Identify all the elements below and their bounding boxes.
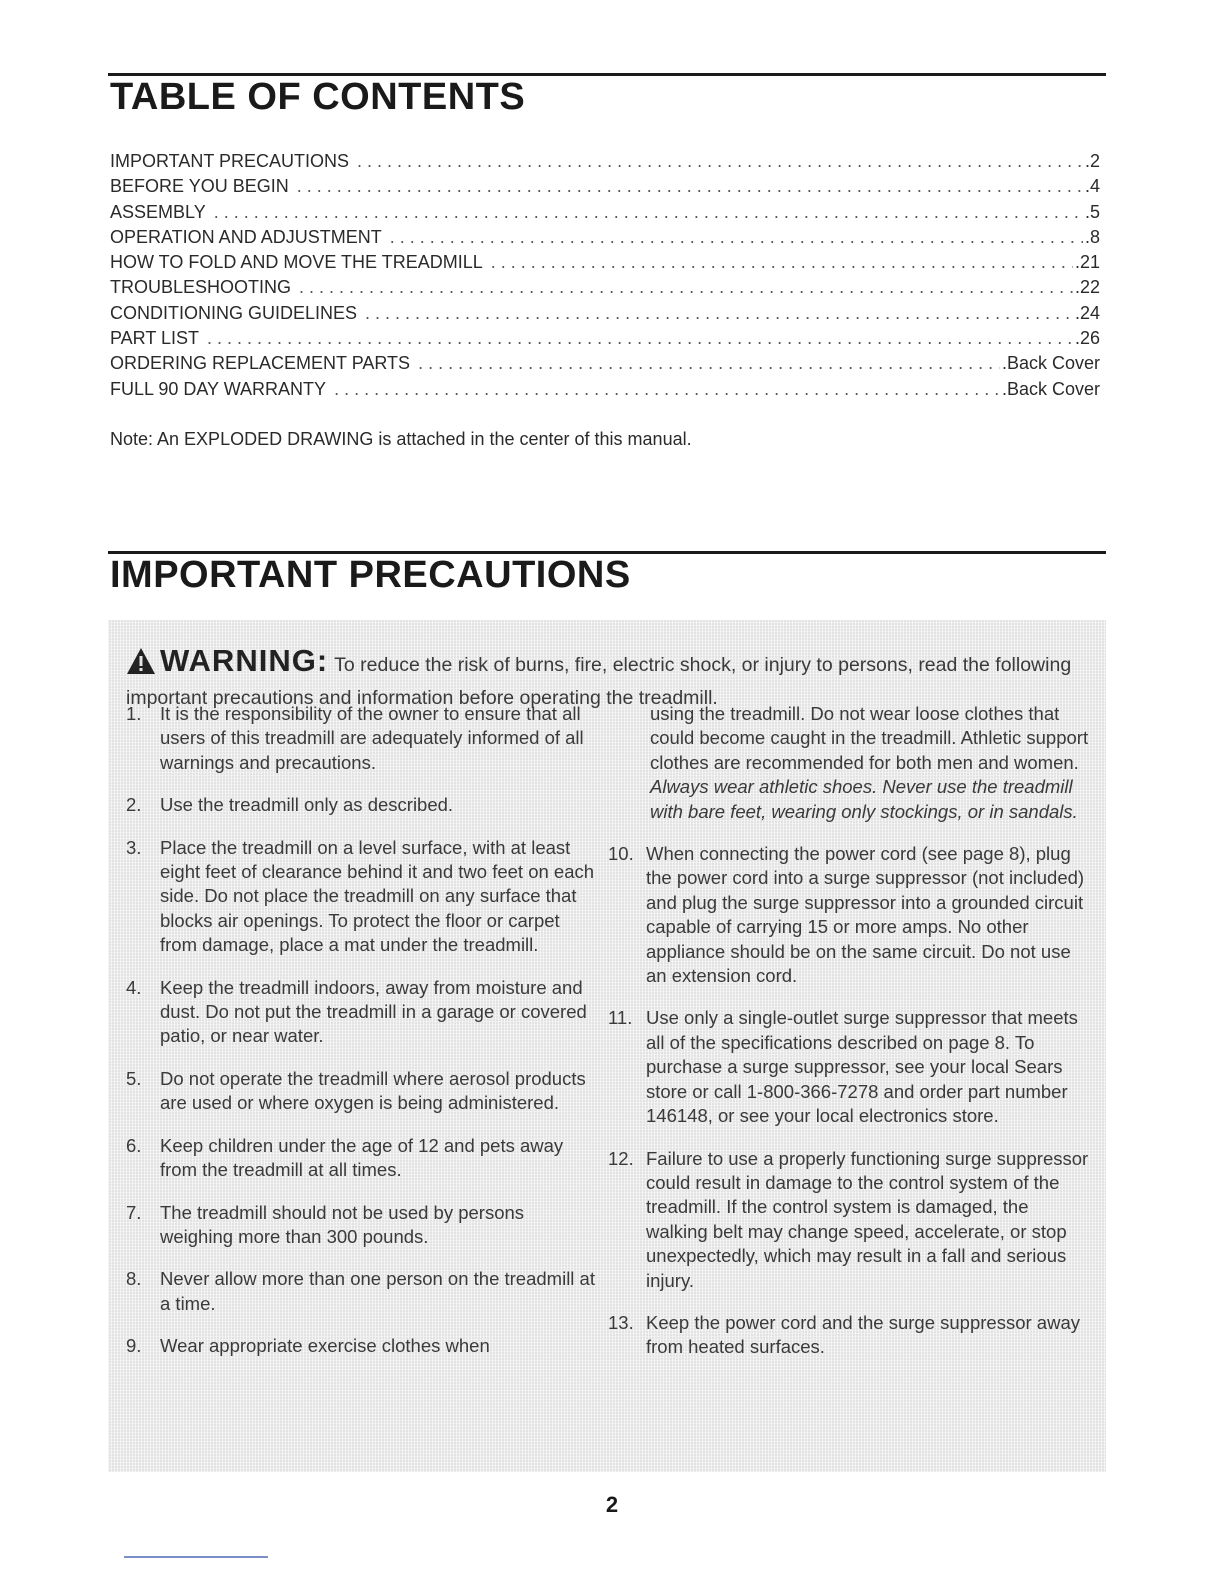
precaution-number: 12. [608,1147,634,1169]
toc-entry[interactable] [110,301,1100,326]
precautions-heading: IMPORTANT PRECAUTIONS [110,554,631,596]
precaution-number: 7. [126,1201,142,1223]
footer-rule [124,1556,268,1558]
precaution-item [608,1147,1090,1293]
toc-entry-page: .Back Cover [1001,378,1100,399]
toc-entry[interactable] [110,200,1100,225]
toc-entry-label: ASSEMBLY [110,201,206,222]
toc-entry[interactable] [110,351,1100,376]
warning-text: To reduce the risk of burns, fire, electric shock, or injury to persons, read the following important precautions and information before operating the treadmill. [126,654,1072,709]
toc-entry-label: HOW TO FOLD AND MOVE THE TREADMILL [110,252,483,273]
toc-entry[interactable] [110,250,1100,275]
precaution-item [126,702,596,775]
precaution-text: Place the treadmill on a level surface, with at least eight feet of clearance behind it and two feet on each side. Do not place the treadmill on any surface that blocks air openings. To protect the floor or carpet from damage, place a mat under the treadmill. [160,836,595,956]
toc-entry-page: .24 [1074,302,1100,323]
precaution-text: Keep children under the age of 12 and pets away from the treadmill at all times. [160,1134,564,1181]
toc-heading: TABLE OF CONTENTS [110,76,526,118]
toc-leader-dots [357,149,1083,174]
toc-leader-dots [297,174,1083,199]
precaution-item [608,1311,1090,1360]
precaution-text: Keep the treadmill indoors, away from moisture and dust. Do not put the treadmill in a garage or covered patio, or near water. [160,976,587,1047]
toc-entry-page: .26 [1074,328,1100,349]
precaution-item [126,1267,596,1316]
toc-leader-dots [299,275,1073,300]
precaution-number: 5. [126,1067,142,1089]
toc-entry-page: .22 [1074,277,1100,298]
precaution-item [126,1201,596,1250]
toc-list [110,149,1100,402]
precaution-item [126,1067,596,1116]
precaution-number: 2. [126,794,142,816]
precaution-continued-text: using the treadmill. Do not wear loose clothes that could become caught in the treadmill. Athletic support clothes are recommended for both men and women. [650,703,1089,773]
toc-entry[interactable] [110,377,1100,402]
precaution-text: When connecting the power cord (see page 8), plug the power cord into a surge suppressor (not included) and plug the surge suppressor into a grounded circuit capable of carrying 15 or more amps. No other appliance should be on the same circuit. Do not use an extension cord. [646,843,1085,987]
toc-leader-dots [365,301,1073,326]
toc-entry-label: CONDITIONING GUIDELINES [110,302,358,323]
precaution-number: 6. [126,1134,142,1156]
precautions-list-left [126,702,596,1377]
precaution-item [608,1006,1090,1128]
precaution-text: Keep the power cord and the surge suppressor away from heated surfaces. [646,1311,1080,1358]
toc-entry[interactable] [110,225,1100,250]
toc-entry[interactable] [110,275,1100,300]
toc-entry-page: .2 [1084,151,1100,171]
toc-entry-page: .4 [1084,176,1100,197]
toc-leader-dots [214,200,1083,225]
toc-entry-label: BEFORE YOU BEGIN [110,176,289,197]
toc-entry-page: .8 [1084,226,1100,247]
toc-leader-dots [207,326,1073,351]
toc-entry-label: TROUBLESHOOTING [110,277,292,298]
precaution-text: Never allow more than one person on the treadmill at a time. [160,1268,595,1314]
toc-entry-label: OPERATION AND ADJUSTMENT [110,226,382,247]
page-number: 2 [605,1492,619,1517]
precaution-text: It is the responsibility of the owner to ensure that all users of this treadmill are adequately informed of all warnings and precautions. [160,703,584,773]
precaution-text: Use only a single-outlet surge suppressor that meets all of the specifications described on page 8. To purchase a surge suppressor, see your local Sears store or call 1-800-366-7278 and order part number 146148, or see your local electronics store. [646,1007,1078,1127]
precaution-number: 1. [126,703,142,724]
toc-leader-dots [491,250,1073,275]
toc-entry-label: ORDERING REPLACEMENT PARTS [110,353,411,374]
precaution-text: Failure to use a properly functioning surge suppressor could result in damage to the control system of the treadmill. If the control system is damaged, the walking belt may change speed, accelerate, or stop unexpectedly, which may result in a fall and serious injury. [646,1147,1089,1291]
precaution-text: Do not operate the treadmill where aerosol products are used or where oxygen is being administered. [160,1067,586,1114]
precaution-item [126,976,596,1049]
toc-entry-label: IMPORTANT PRECAUTIONS [110,151,350,171]
precaution-item [126,1134,596,1183]
toc-leader-dots [418,351,1000,376]
toc-entry[interactable] [110,326,1100,351]
precaution-number: 9. [126,1335,142,1357]
toc-entry[interactable] [110,149,1100,174]
precaution-item [126,1334,596,1358]
toc-entry-page: .5 [1084,201,1100,222]
exploded-drawing-note: Note: An EXPLODED DRAWING is attached in the center of this manual. [110,429,692,449]
toc-entry-page: .Back Cover [1001,353,1100,374]
precautions-list-right [608,702,1090,1378]
toc-entry-label: FULL 90 DAY WARRANTY [110,378,327,399]
precaution-italic-text: Always wear athletic shoes. Never use the treadmill with bare feet, wearing only stockings, or in sandals. [650,776,1078,822]
precaution-item [126,836,596,958]
warning-label: WARNING: [160,643,329,678]
precaution-number: 11. [608,1007,633,1029]
precaution-text: Wear appropriate exercise clothes when [160,1335,490,1357]
precaution-item [126,793,596,817]
toc-entry[interactable] [110,174,1100,199]
precaution-number: 13. [608,1311,634,1333]
precaution-text: Use the treadmill only as described. [160,794,454,816]
toc-leader-dots [334,377,1000,402]
precaution-number: 4. [126,976,142,998]
toc-entry-page: .21 [1074,252,1100,273]
precaution-number: 3. [126,836,142,858]
precaution-number: 8. [126,1268,142,1290]
precaution-text: The treadmill should not be used by persons weighing more than 300 pounds. [160,1201,525,1247]
precaution-number: 10. [608,843,634,865]
toc-entry-label: PART LIST [110,328,200,349]
precaution-item [608,842,1090,988]
precaution-item-9-continued [612,702,1090,824]
warning-triangle-icon [126,647,156,684]
toc-leader-dots [390,225,1083,250]
